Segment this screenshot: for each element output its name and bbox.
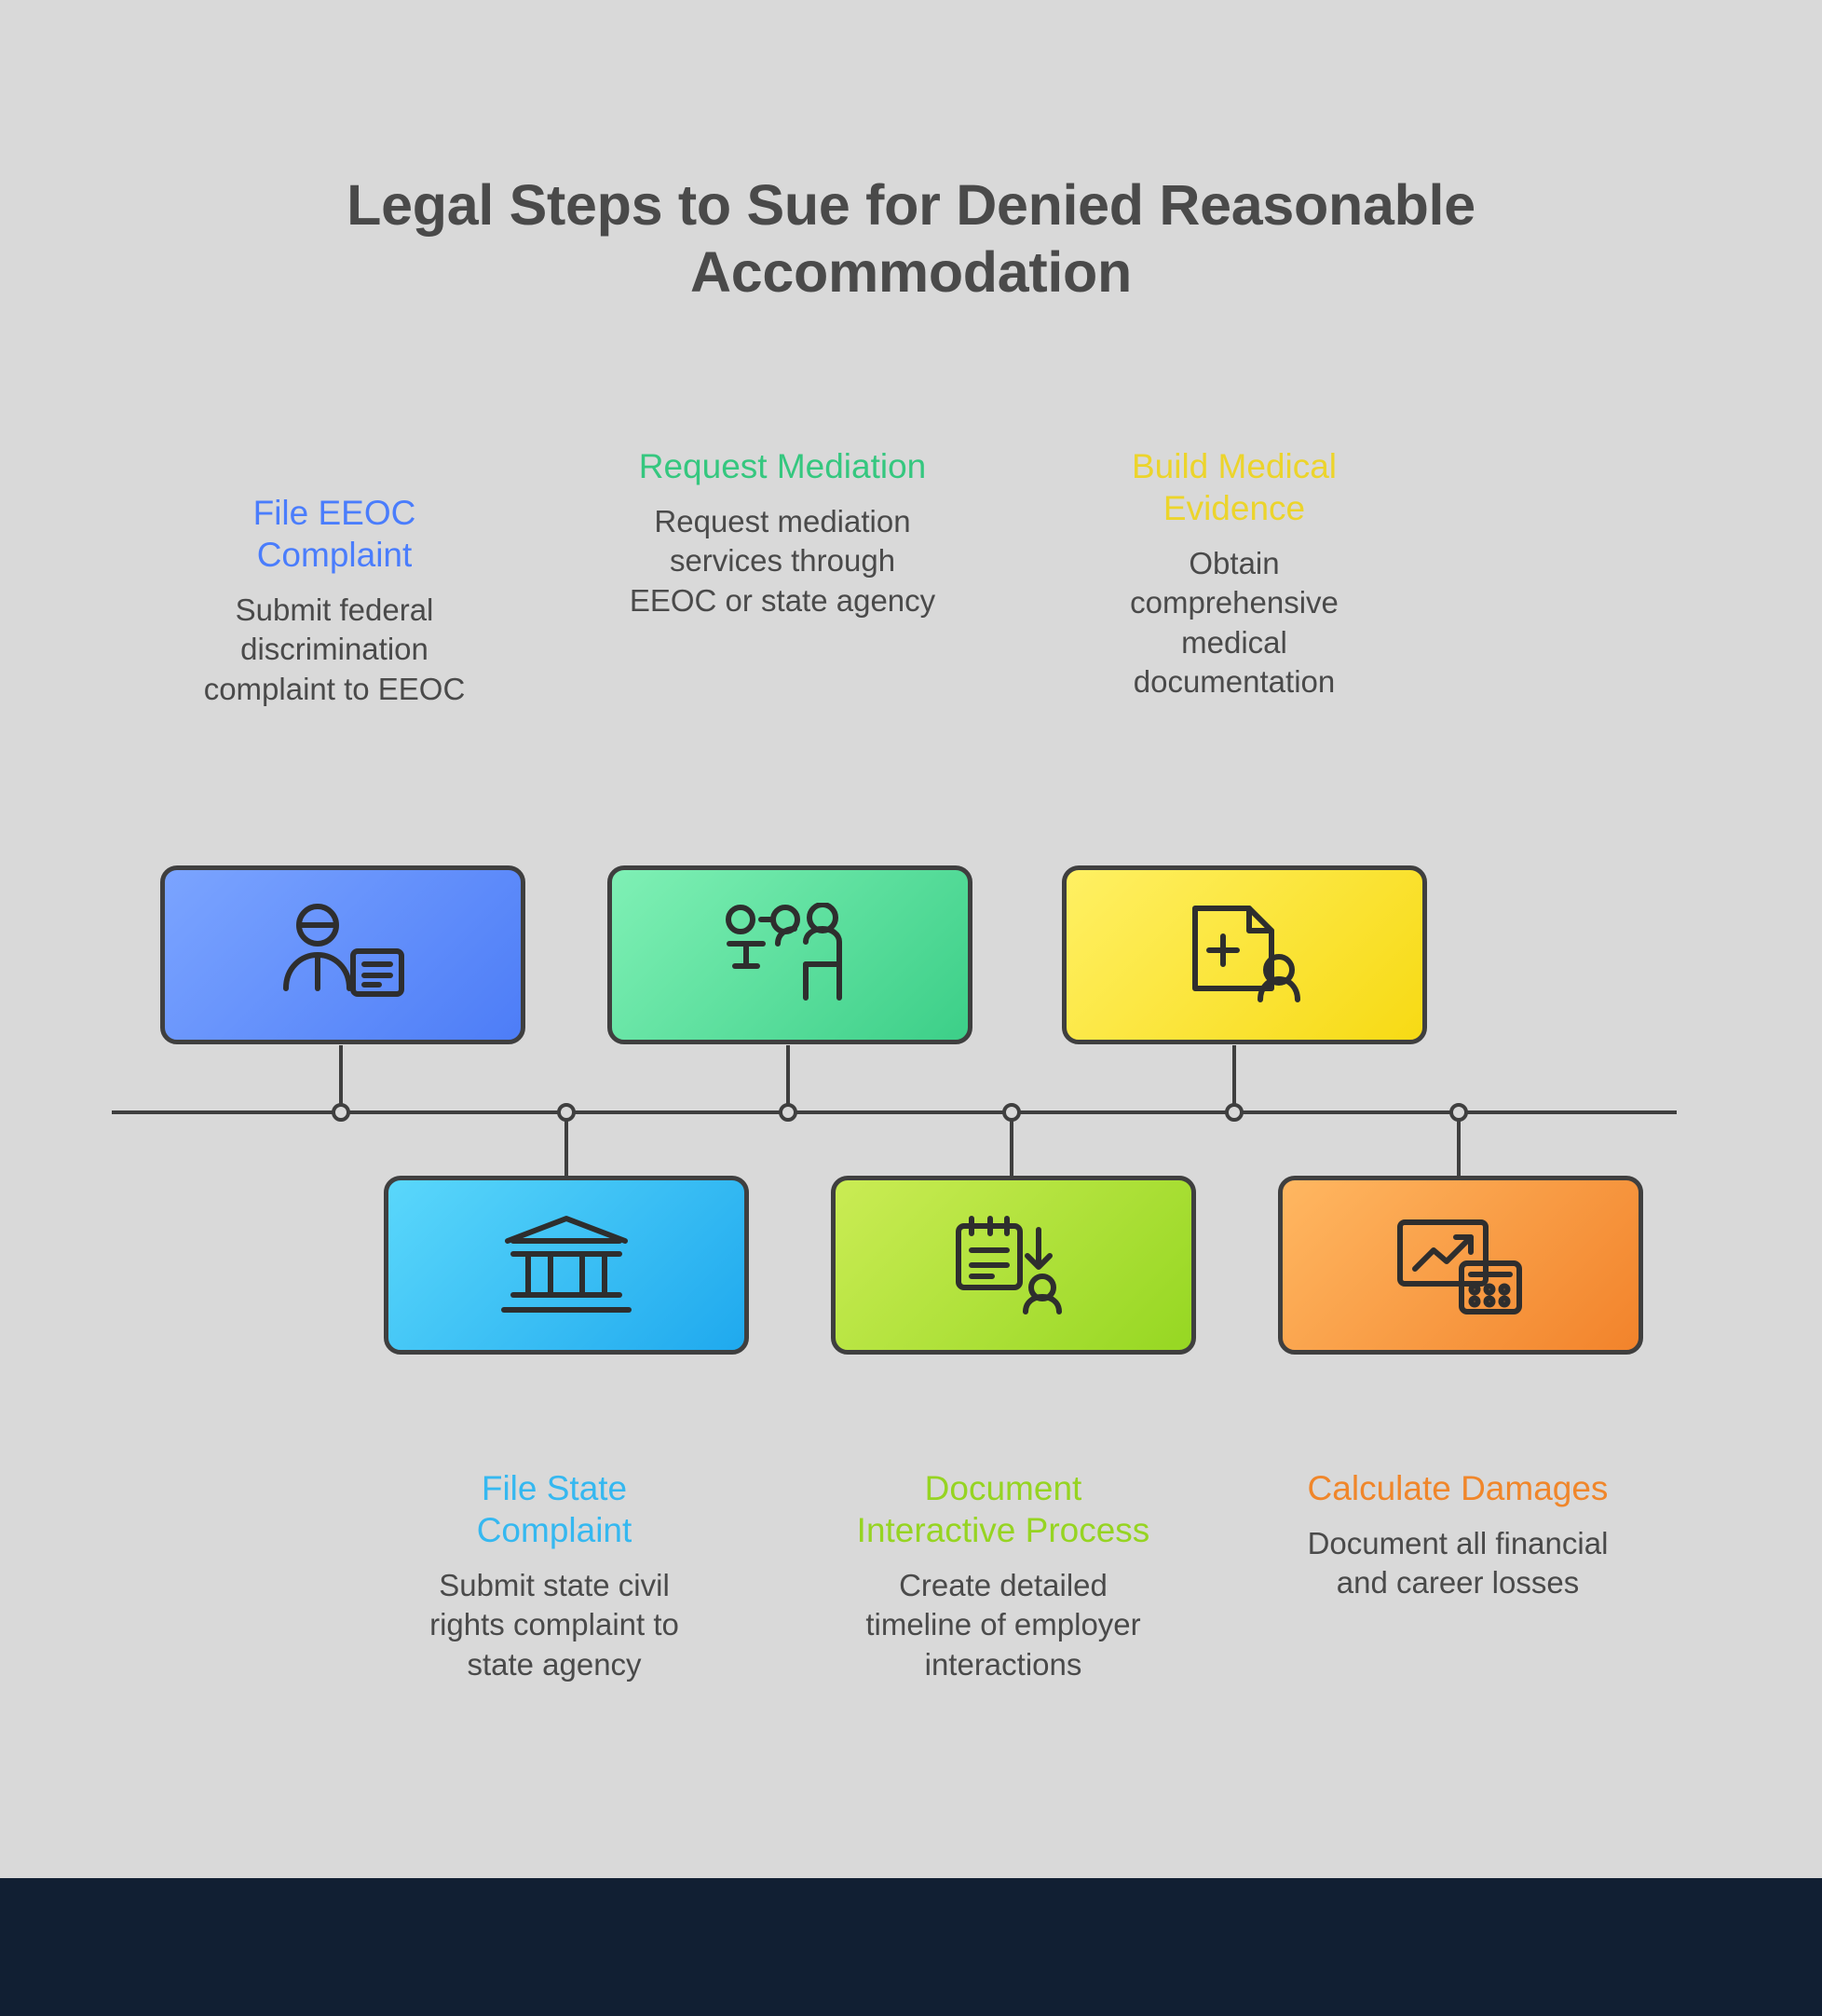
step-card-build-medical-evidence[interactable] — [1062, 865, 1427, 1044]
timeline-node-dot — [557, 1103, 576, 1122]
step-text-file-eeoc-complaint — [181, 492, 488, 709]
person-document-icon — [273, 903, 413, 1007]
step-heading: Request Mediation — [638, 447, 927, 485]
notepad-process-icon — [944, 1213, 1083, 1317]
page-title: Legal Steps to Sue for Denied Reasonable Accommodation — [347, 173, 1475, 304]
timeline-node-dot — [1002, 1103, 1021, 1122]
step-description: Request mediation services through EEOC or state agency — [629, 504, 936, 618]
step-heading: File EEOC Complaint — [252, 494, 416, 575]
step-text-calculate-damages — [1304, 1467, 1611, 1603]
step-card-document-interactive-process[interactable] — [831, 1176, 1196, 1355]
step-card-request-mediation[interactable] — [607, 865, 972, 1044]
government-building-icon — [496, 1213, 636, 1317]
timeline-node-dot — [1225, 1103, 1244, 1122]
step-text-request-mediation — [629, 445, 936, 620]
timeline-node-dot — [332, 1103, 350, 1122]
step-heading: Document Interactive Process — [856, 1469, 1150, 1550]
step-text-document-interactive-process — [850, 1467, 1157, 1684]
footer-bar — [0, 1878, 1822, 2016]
step-description: Document all financial and career losses — [1307, 1526, 1609, 1601]
step-card-calculate-damages[interactable] — [1278, 1176, 1643, 1355]
step-heading: Calculate Damages — [1307, 1469, 1609, 1507]
step-heading: File State Complaint — [476, 1469, 632, 1550]
step-text-build-medical-evidence — [1081, 445, 1388, 702]
step-description: Submit federal discrimination complaint to EEOC — [203, 593, 466, 706]
step-text-file-state-complaint — [401, 1467, 708, 1684]
step-description: Obtain comprehensive medical documentation — [1130, 546, 1339, 699]
step-description: Create detailed timeline of employer interactions — [865, 1568, 1141, 1682]
chart-calculator-icon — [1391, 1213, 1530, 1317]
timeline-node-dot — [779, 1103, 797, 1122]
medical-record-icon — [1175, 903, 1314, 1007]
step-heading: Build Medical Evidence — [1131, 447, 1338, 528]
mediation-people-icon — [720, 903, 860, 1007]
step-description: Submit state civil rights complaint to state agency — [429, 1568, 679, 1682]
timeline-node-dot — [1449, 1103, 1468, 1122]
step-card-file-eeoc-complaint[interactable] — [160, 865, 525, 1044]
step-card-file-state-complaint[interactable] — [384, 1176, 749, 1355]
